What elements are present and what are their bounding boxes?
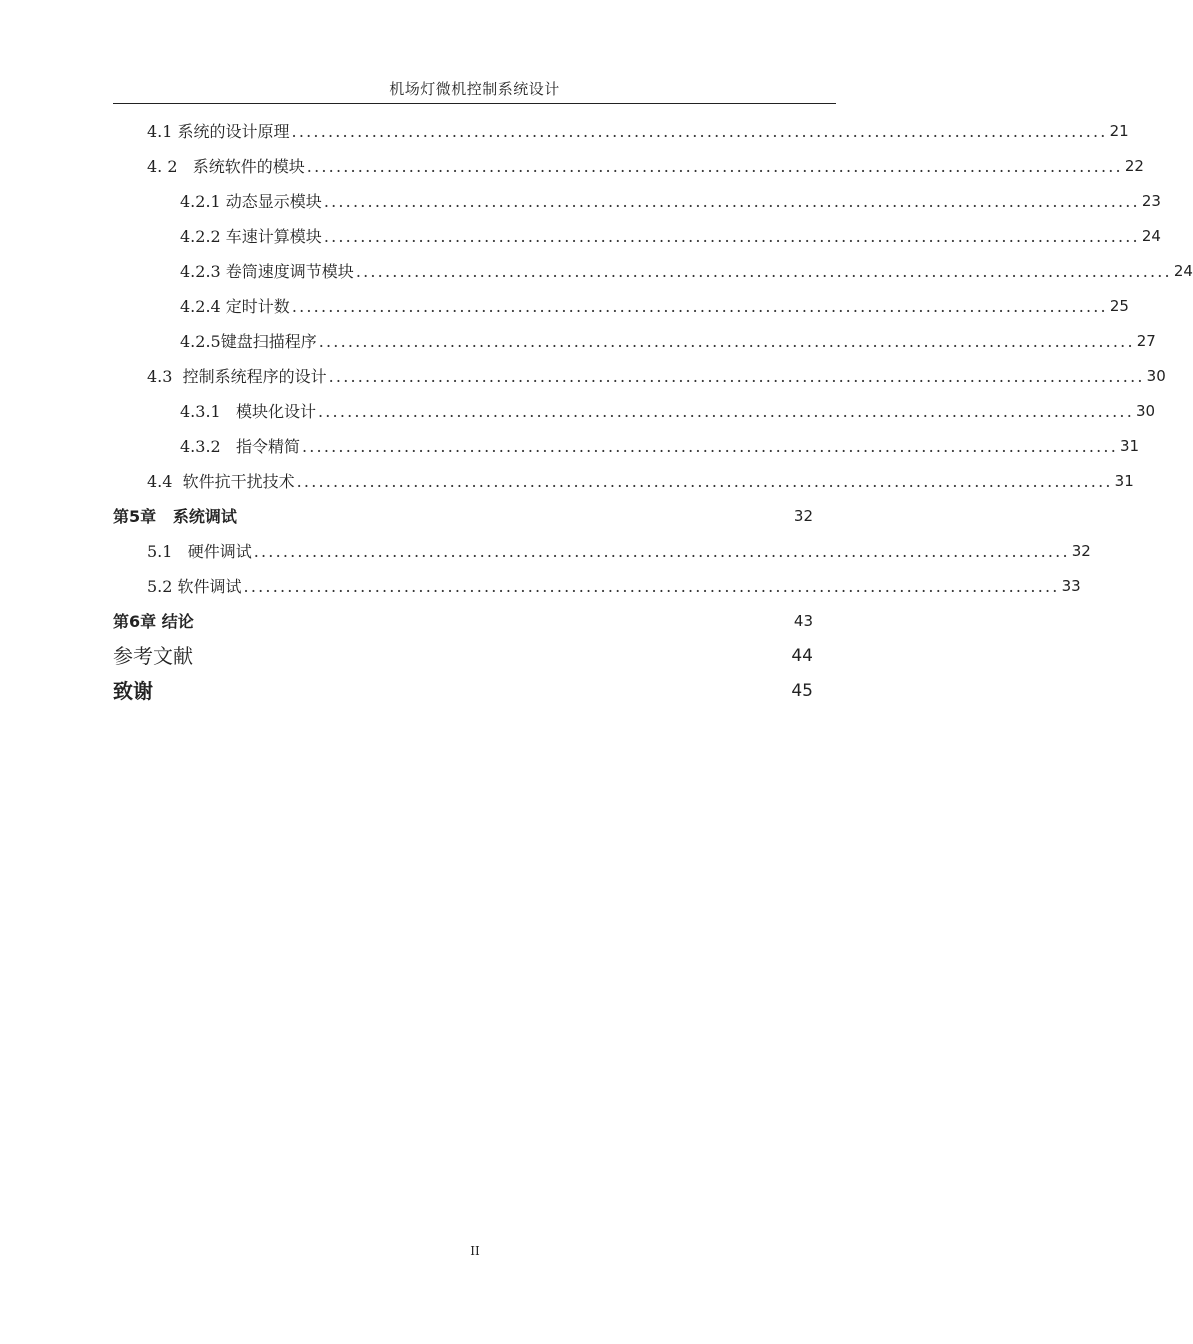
toc-page: 31 [1114, 472, 1134, 490]
toc-label: 4.4 软件抗干扰技术 [147, 472, 295, 491]
toc-entry-4-2-5[interactable] [113, 324, 1156, 359]
toc-entry-4-3-1[interactable] [113, 394, 1156, 429]
toc-entry-5-1[interactable] [113, 534, 1091, 569]
toc-label: 4.2.3 卷筒速度调节模块 [180, 262, 354, 281]
toc-entry-4-2[interactable] [113, 149, 1144, 184]
page-number: II [470, 1244, 480, 1258]
leader-dots: ................................................................................................................ [243, 577, 1060, 596]
toc-page: 30 [1136, 402, 1156, 420]
toc-entry-4-1[interactable] [113, 114, 1129, 149]
toc-entry-4-2-4[interactable] [113, 289, 1129, 324]
table-of-contents [113, 114, 1193, 709]
toc-label: 4. 2 系统软件的模块 [147, 157, 305, 176]
toc-page: 45 [791, 681, 813, 701]
leader-dots: ................................................................................................................ [253, 542, 1070, 561]
toc-page: 32 [793, 507, 813, 525]
toc-label: 4.3 控制系统程序的设计 [147, 367, 327, 386]
leader-dots: ................................................................................................................ [291, 122, 1108, 141]
toc-page: 31 [1120, 437, 1140, 455]
toc-entry-4-2-3[interactable] [113, 254, 1193, 289]
toc-chapter-5[interactable] [113, 499, 836, 534]
toc-label: 5.2 软件调试 [147, 577, 242, 596]
toc-page: 44 [791, 646, 813, 666]
running-header-title: 机场灯微机控制系统设计 [389, 80, 560, 98]
toc-page: 22 [1124, 157, 1144, 175]
leader-dots: ................................................................................................................ [328, 367, 1145, 386]
toc-label: 4.3.1 模块化设计 [180, 402, 316, 421]
toc-label: 第5章 系统调试 [113, 507, 237, 526]
toc-page: 21 [1109, 122, 1129, 140]
toc-label: 4.2.2 车速计算模块 [180, 227, 322, 246]
leader-dots: ................................................................................................................ [323, 192, 1140, 211]
leader-dots: ................................................................................................................ [306, 157, 1123, 176]
toc-entry-4-3[interactable] [113, 359, 1166, 394]
toc-page: 23 [1141, 192, 1161, 210]
toc-page: 33 [1061, 577, 1081, 595]
toc-page: 24 [1173, 262, 1193, 280]
toc-label: 参考文献 [113, 644, 193, 668]
toc-page: 32 [1071, 542, 1091, 560]
toc-label: 第6章 结论 [113, 612, 194, 631]
header-divider [113, 103, 836, 104]
toc-references[interactable] [113, 639, 836, 674]
leader-dots: ................................................................................................................ [317, 402, 1135, 421]
toc-acknowledgements[interactable] [113, 674, 836, 709]
leader-dots: ................................................................................................................ [291, 297, 1108, 316]
toc-page: 43 [793, 612, 813, 630]
toc-label: 4.2.4 定时计数 [180, 297, 290, 316]
toc-label: 致谢 [113, 679, 153, 703]
toc-entry-4-2-2[interactable] [113, 219, 1161, 254]
toc-page: 24 [1141, 227, 1161, 245]
leader-dots: ................................................................................................................ [301, 437, 1119, 456]
toc-entry-4-4[interactable] [113, 464, 1134, 499]
leader-dots: ................................................................................................................ [355, 262, 1172, 281]
leader-dots: ................................................................................................................ [323, 227, 1140, 246]
toc-page: 27 [1136, 332, 1156, 350]
toc-label: 4.3.2 指令精简 [180, 437, 300, 456]
toc-chapter-6[interactable] [113, 604, 836, 639]
leader-dots: ................................................................................................................ [318, 332, 1135, 351]
toc-entry-5-2[interactable] [113, 569, 1081, 604]
toc-entry-4-3-2[interactable] [113, 429, 1140, 464]
leader-dots: ................................................................................................................ [296, 472, 1113, 491]
toc-label: 4.2.1 动态显示模块 [180, 192, 322, 211]
toc-page: 30 [1146, 367, 1166, 385]
toc-label: 4.1 系统的设计原理 [147, 122, 290, 141]
toc-label: 5.1 硬件调试 [147, 542, 252, 561]
toc-page: 25 [1109, 297, 1129, 315]
toc-entry-4-2-1[interactable] [113, 184, 1161, 219]
toc-label: 4.2.5键盘扫描程序 [180, 332, 317, 351]
